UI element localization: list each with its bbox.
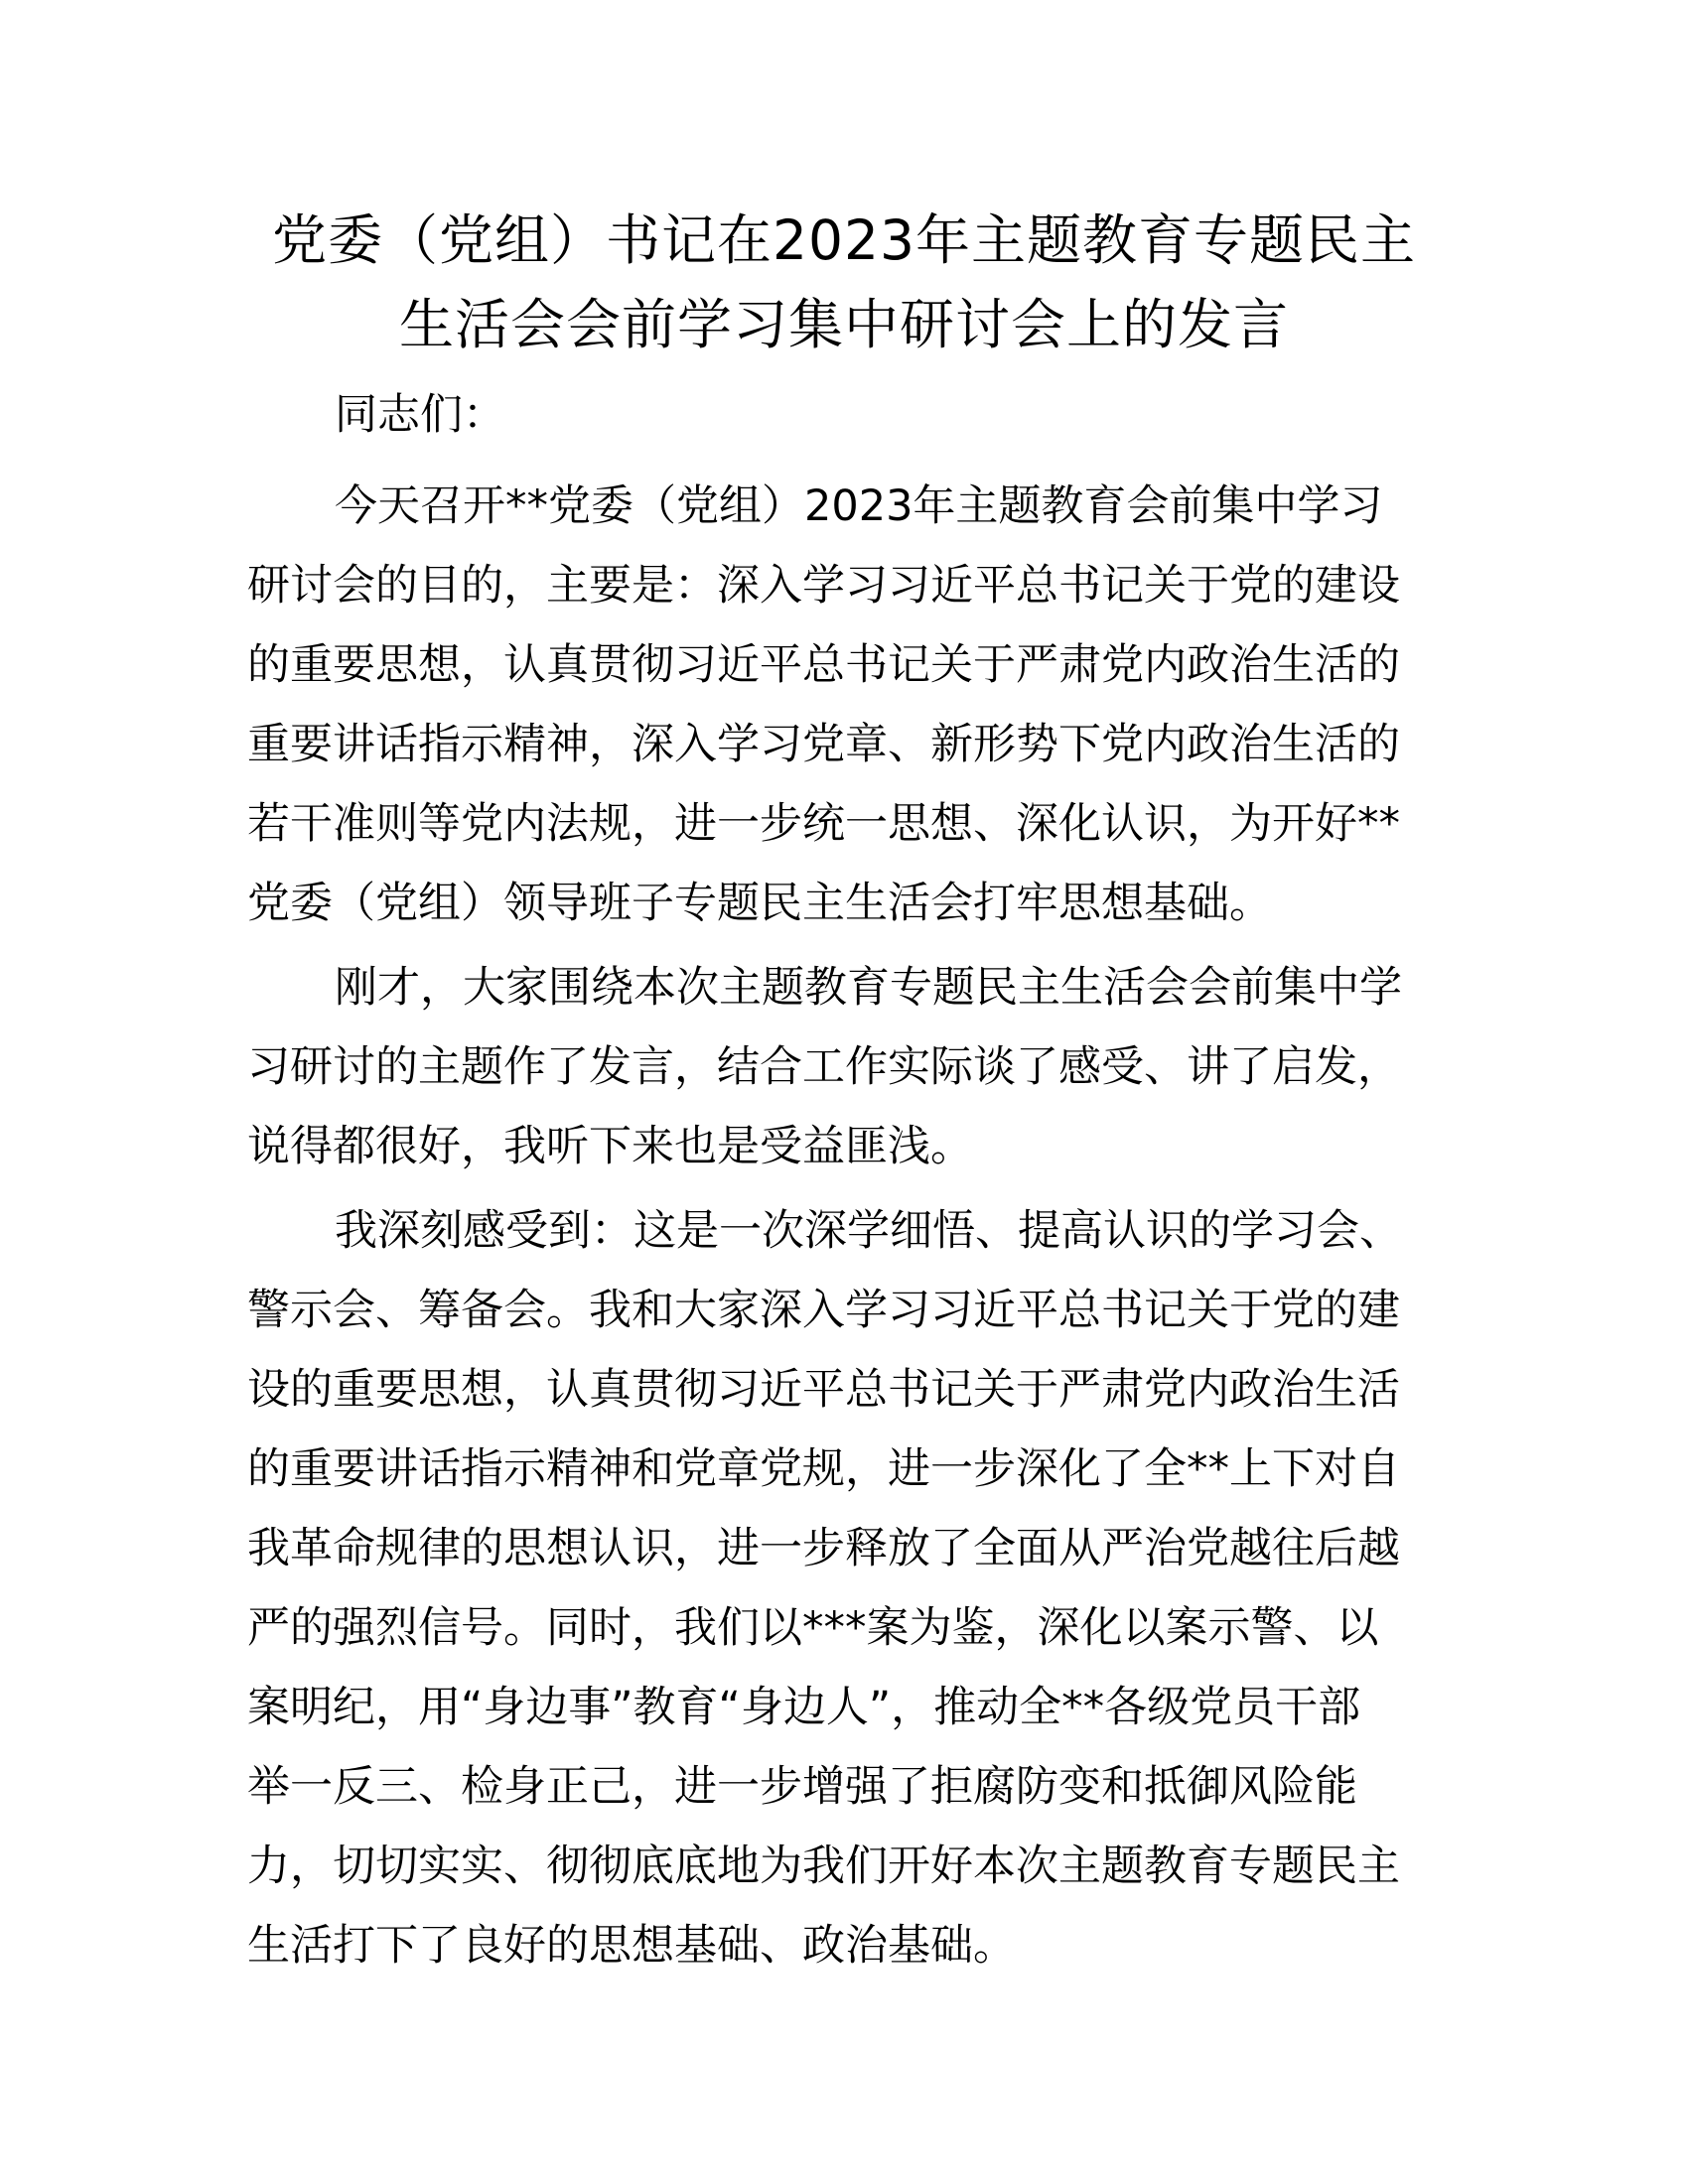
paragraph-line: 严的强烈信号。同时，我们以***案为鉴，深化以案示警、以 [247,1603,1379,1653]
paragraph-line: 我革命规律的思想认识，进一步释放了全面从严治党越往后越 [247,1524,1400,1573]
paragraph-line: 警示会、筹备会。我和大家深入学习习近平总书记关于党的建 [247,1286,1400,1335]
paragraph-line: 力，切切实实、彻彻底底地为我们开好本次主题教育专题民主 [247,1842,1400,1891]
title-line-2: 生活会会前学习集中研讨会上的发言 [398,293,1289,356]
title-line-1: 党委（党组）书记在2023年主题教育专题民主 [272,208,1416,272]
paragraph-3 [247,1191,1441,1985]
paragraph-line: 举一反三、检身正己，进一步增强了拒腐防变和抵御风险能 [247,1762,1357,1812]
paragraph-line: 的重要思想，认真贯彻习近平总书记关于严肃党内政治生活的 [247,640,1400,690]
document-title [238,199,1450,367]
paragraph-line: 研讨会的目的，主要是：深入学习习近平总书记关于党的建设 [247,561,1400,611]
paragraph-line: 若干准则等党内法规，进一步统一思想、深化认识，为开好** [247,799,1400,849]
paragraph-line: 设的重要思想，认真贯彻习近平总书记关于严肃党内政治生活 [247,1365,1400,1415]
paragraph-line: 的重要讲话指示精神和党章党规，进一步深化了全**上下对自 [247,1444,1400,1494]
greeting [247,375,1441,455]
paragraph-line: 重要讲话指示精神，深入学习党章、新形势下党内政治生活的 [247,720,1400,769]
paragraph-2 [247,948,1441,1186]
paragraph-line: 生活打下了良好的思想基础、政治基础。 [247,1921,1016,1971]
paragraph-line: 今天召开**党委（党组）2023年主题教育会前集中学习 [335,481,1383,531]
paragraph-line: 说得都很好，我听下来也是受益匪浅。 [247,1122,973,1171]
greeting-text: 同志们： [335,390,505,440]
paragraph-1 [247,467,1441,943]
paragraph-line: 习研讨的主题作了发言，结合工作实际谈了感受、讲了启发， [247,1042,1400,1092]
paragraph-line: 案明纪，用“身边事”教育“身边人”，推动全**各级党员干部 [247,1683,1361,1732]
paragraph-line: 我深刻感受到：这是一次深学细悟、提高认识的学习会、 [335,1206,1402,1256]
paragraph-line: 刚才，大家围绕本次主题教育专题民主生活会会前集中学 [335,963,1402,1013]
paragraph-line: 党委（党组）领导班子专题民主生活会打牢思想基础。 [247,879,1272,928]
